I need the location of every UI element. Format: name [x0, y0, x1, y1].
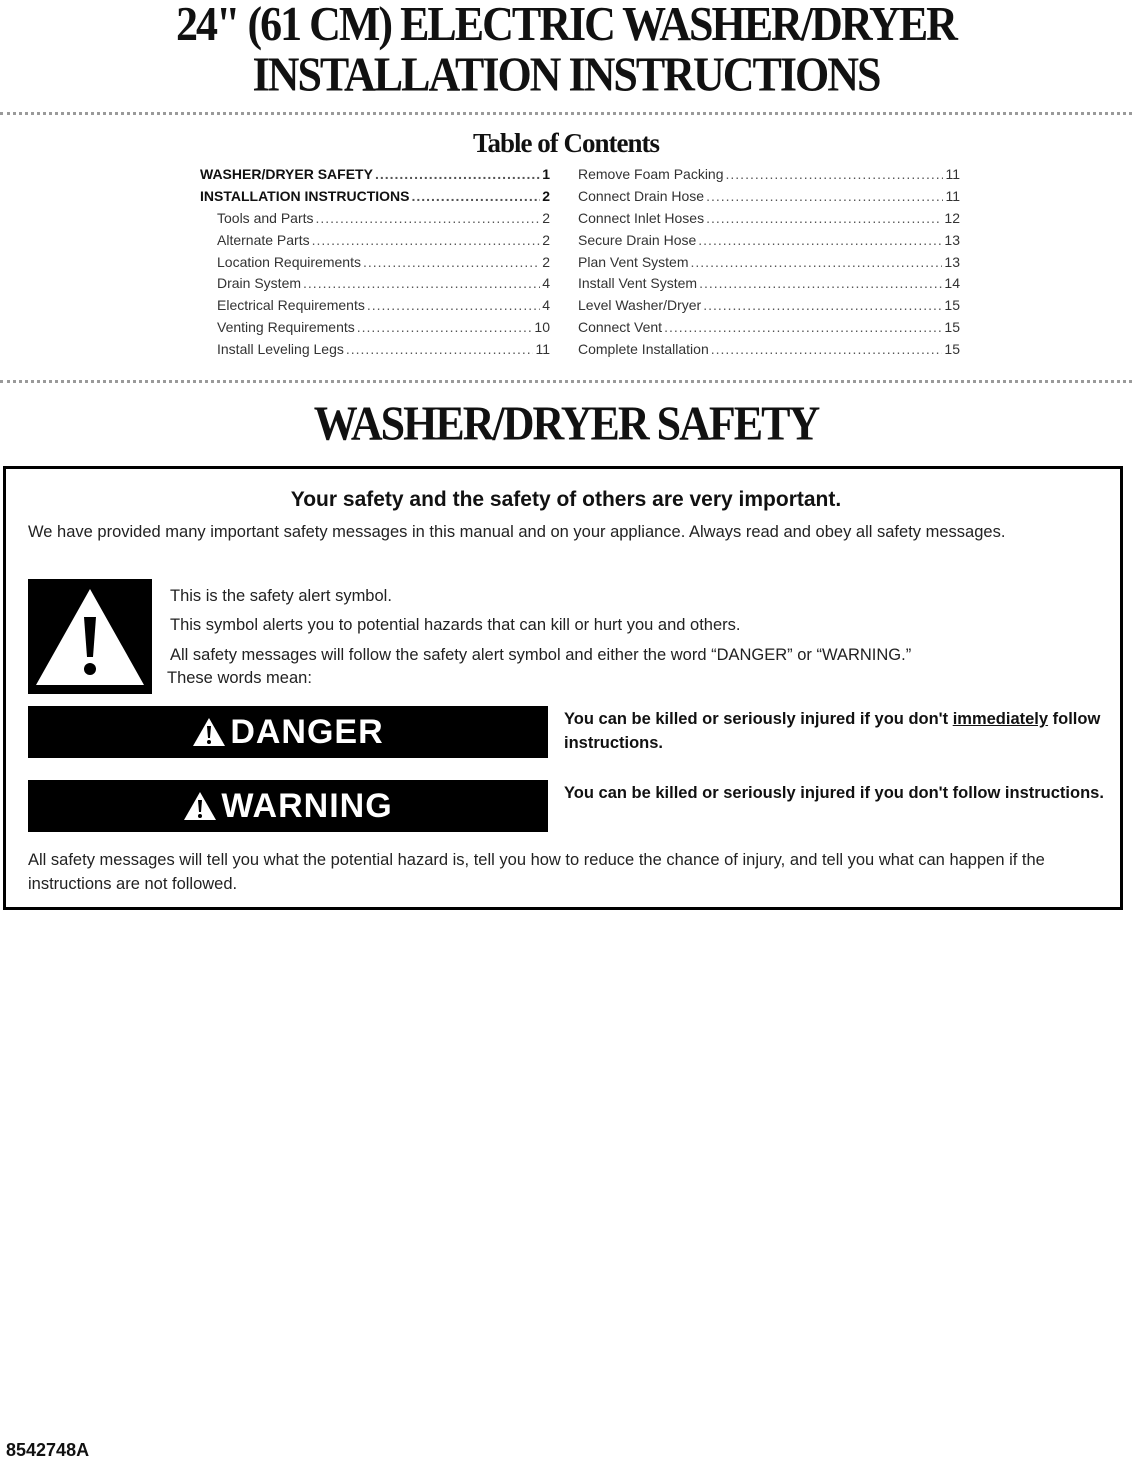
toc-entry [200, 341, 550, 363]
toc-entry [200, 232, 550, 254]
safety-closing: All safety messages will tell you what the potential hazard is, tell you how to reduce the chance of injury, and tell you what can happen if the instructions are not followed. [28, 851, 1045, 893]
toc-entry-label: Connect Drain Hose [578, 187, 705, 204]
toc-entry [200, 166, 550, 188]
toc-entry-label: INSTALLATION INSTRUCTIONS [200, 187, 410, 204]
toc-entry [200, 275, 550, 297]
toc-entry-label: Plan Vent System [578, 253, 689, 270]
danger-signal-bar [28, 706, 548, 758]
toc-entry-label: Complete Installation [578, 341, 709, 358]
toc-entry [578, 319, 960, 341]
toc-entry-page: 13 [944, 231, 960, 248]
toc-entry [200, 210, 550, 232]
danger-text-after: follow instructions. [564, 710, 1101, 752]
toc-entry-page: 15 [944, 297, 960, 314]
warning-signal-bar [28, 780, 548, 832]
toc-entry-page: 4 [542, 297, 550, 314]
warning-alert-icon [183, 791, 217, 821]
toc-entry-page: 10 [534, 319, 550, 336]
document-title [0, 0, 1132, 101]
alert-line-1: This is the safety alert symbol. [170, 587, 392, 605]
toc-entry-page: 1 [542, 166, 550, 182]
danger-text-before: You can be killed or seriously injured if you don't [564, 710, 953, 728]
toc-entry [578, 297, 960, 319]
toc-divider [0, 380, 1132, 383]
toc-entry-label: Tools and Parts [217, 209, 314, 226]
toc-entry-page: 15 [944, 341, 960, 358]
safety-alert-icon [28, 579, 152, 694]
toc-left-column [200, 166, 550, 363]
toc-entry-label: Remove Foam Packing [578, 166, 724, 182]
toc-entry-page: 11 [535, 341, 550, 358]
toc-entry-page: 4 [542, 275, 550, 292]
warning-label: WARNING [221, 786, 393, 825]
toc-entry-page: 2 [542, 253, 550, 270]
toc-entry-label: WASHER/DRYER SAFETY [200, 166, 373, 182]
toc-entry-label: Install Vent System [578, 275, 698, 292]
toc-entry-page: 2 [542, 209, 550, 226]
toc-entry-label: Alternate Parts [217, 231, 310, 248]
toc-leader-dots [698, 232, 942, 248]
toc-leader-dots [411, 188, 540, 204]
top-divider [0, 112, 1132, 115]
toc-right-column [578, 166, 960, 363]
toc-leader-dots [375, 166, 540, 182]
alert-line-3: All safety messages will follow the safety alert symbol and either the word “DANGER” or “WARNING.” [170, 646, 912, 664]
danger-text [564, 707, 1114, 755]
toc-entry-label: Location Requirements [217, 253, 361, 270]
alert-line-2: This symbol alerts you to potential hazards that can kill or hurt you and others. [170, 616, 741, 634]
toc-entry [578, 188, 960, 210]
toc-entry [578, 254, 960, 276]
toc-entry-page: 11 [945, 187, 960, 204]
toc-entry-label: Venting Requirements [217, 319, 355, 336]
toc-entry-label: Drain System [217, 275, 302, 292]
toc-entry [200, 297, 550, 319]
toc-entry [200, 254, 550, 276]
toc-leader-dots [703, 297, 942, 313]
toc-entry [578, 341, 960, 363]
toc-leader-dots [303, 275, 540, 291]
toc-entry [578, 232, 960, 254]
toc-leader-dots [726, 166, 944, 182]
toc-leader-dots [691, 254, 943, 270]
toc-entry-page: 2 [542, 231, 550, 248]
toc-leader-dots [706, 188, 943, 204]
toc-entry-label: Secure Drain Hose [578, 231, 697, 248]
title-line-2: INSTALLATION INSTRUCTIONS [252, 47, 880, 102]
toc-leader-dots [367, 297, 540, 313]
toc-entry-page: 15 [944, 319, 960, 336]
toc-entry-page: 11 [945, 166, 960, 182]
toc-leader-dots [316, 210, 541, 226]
danger-alert-icon [192, 717, 226, 747]
toc-entry [200, 188, 550, 210]
toc-entry [578, 210, 960, 232]
toc-leader-dots [699, 275, 942, 291]
toc-heading: Table of Contents [472, 128, 660, 158]
toc-leader-dots [346, 341, 534, 357]
toc-entry-label: Install Leveling Legs [217, 341, 344, 358]
title-line-1: 24" (61 CM) ELECTRIC WASHER/DRYER [176, 0, 956, 52]
toc-entry-label: Connect Inlet Hoses [578, 209, 705, 226]
toc-entry-label: Connect Vent [578, 319, 663, 336]
toc-entry [578, 275, 960, 297]
safety-intro: We have provided many important safety messages in this manual and on your appliance. Always read and obey all safety messages. [28, 523, 1006, 541]
toc-leader-dots [363, 254, 540, 270]
toc-entry-label: Electrical Requirements [217, 297, 365, 314]
toc-entry-page: 12 [944, 209, 960, 226]
toc-entry-page: 14 [944, 275, 960, 292]
safety-box-title: Your safety and the safety of others are very important. [290, 488, 842, 511]
toc-leader-dots [706, 210, 942, 226]
toc-leader-dots [664, 319, 942, 335]
toc-entry-label: Level Washer/Dryer [578, 297, 702, 314]
section-heading: WASHER/DRYER SAFETY [313, 396, 819, 451]
danger-text-emphasis: immediately [952, 710, 1049, 728]
toc-entry [200, 319, 550, 341]
document-number: 8542748A [6, 1440, 90, 1460]
warning-text: You can be killed or seriously injured if you don't follow instructions. [564, 784, 1104, 802]
toc-leader-dots [711, 341, 943, 357]
toc-leader-dots [357, 319, 533, 335]
alert-line-4: These words mean: [167, 669, 312, 687]
toc-entry [578, 166, 960, 188]
toc-entry-page: 13 [944, 253, 960, 270]
toc-leader-dots [312, 232, 541, 248]
toc-entry-page: 2 [542, 187, 550, 204]
danger-label: DANGER [230, 712, 384, 751]
